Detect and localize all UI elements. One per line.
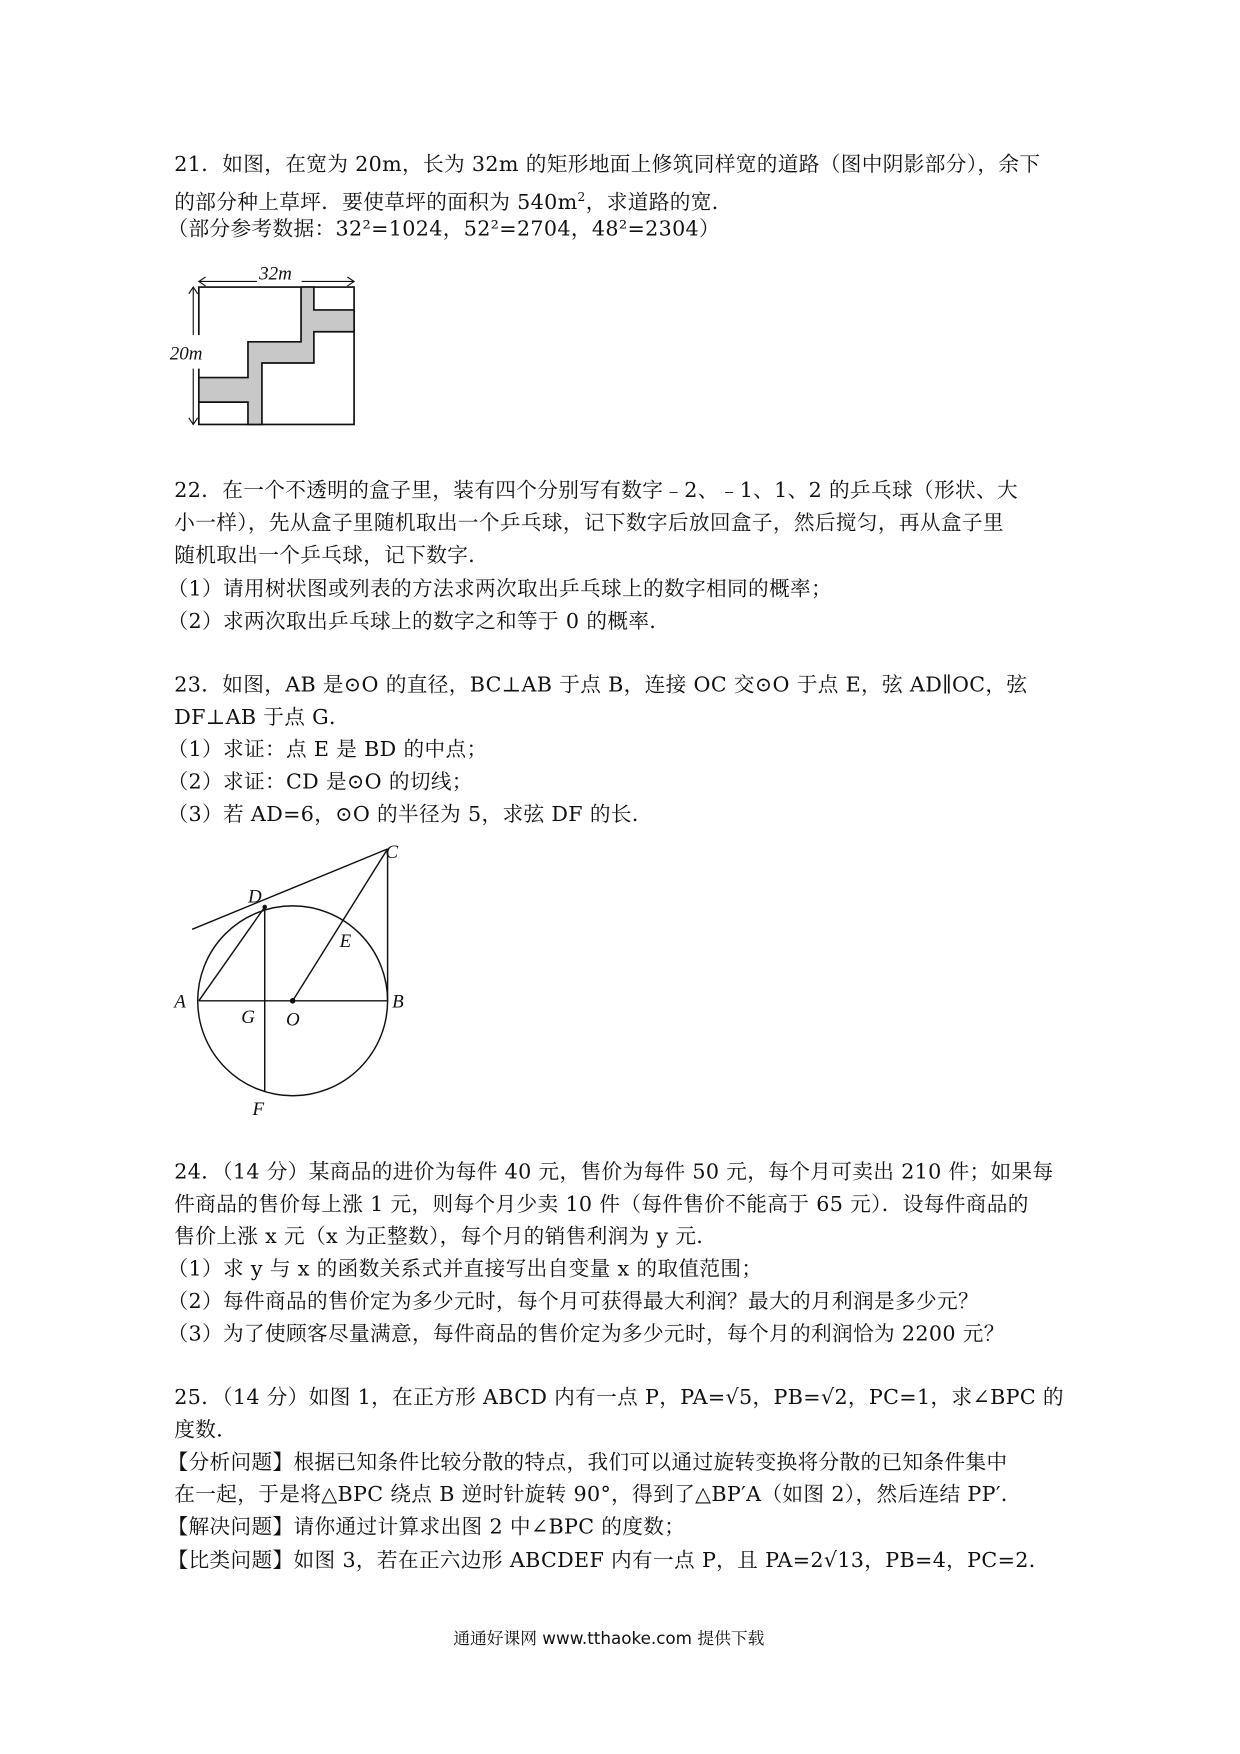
q23-line2: DF⊥AB 于点 G． <box>174 705 351 730</box>
q21-line2-tail: ，求道路的宽． <box>585 191 733 215</box>
q25-line3: 【分析问题】根据已知条件比较分散的特点，我们可以通过旋转变换将分散的已知条件集中 <box>167 1450 1008 1475</box>
label-A: A <box>174 991 186 1013</box>
q25-line5: 【解决问题】请你通过计算求出图 2 中∠BPC 的度数； <box>167 1515 686 1540</box>
label-O: O <box>285 1009 300 1031</box>
q25-line2: 度数． <box>174 1418 238 1443</box>
label-C: C <box>385 841 399 863</box>
q24-sub3: （3）为了使顾客尽量满意，每件商品的售价定为多少元时，每个月的利润恰为 2200 元？ <box>167 1322 1005 1346</box>
label-B: B <box>392 991 404 1013</box>
q24-line3: 售价上涨 x 元（x 为正整数），每个月的销售利润为 y 元． <box>174 1225 718 1249</box>
q25-line6: 【比类问题】如图 3，若在正六边形 ABCDEF 内有一点 P，且 PA=2√13，PB=4，PC=2． <box>167 1549 1050 1573</box>
q22-line1: 22．在一个不透明的盒子里，装有四个分别写有数字﹣2、﹣1、1、2 的乒乓球（形状、大 <box>174 479 1019 503</box>
q21-line3: （部分参考数据：32²=1024，52²=2704，48²=2304） <box>167 217 721 242</box>
q24-sub1: （1）求 y 与 x 的函数关系式并直接写出自变量 x 的取值范围； <box>167 1257 763 1282</box>
height-label: 20m <box>169 343 203 365</box>
q21-line1: 21．如图，在宽为 20m，长为 32m 的矩形地面上修筑同样宽的道路（图中阴影部分），余下 <box>174 153 1041 177</box>
q23-sub2: （2）求证：CD 是⊙O 的切线； <box>167 770 473 795</box>
superscript: 2 <box>577 189 586 205</box>
q24-line2: 件商品的售价每上涨 1 元，则每个月少卖 10 件（每件售价不能高于 65 元）．设每件商品的 <box>174 1192 1029 1217</box>
q22-sub2: （2）求两次取出乒乓球上的数字之和等于 0 的概率． <box>167 609 671 634</box>
label-F: F <box>252 1098 265 1120</box>
q24-line1: 24．（14 分）某商品的进价为每件 40 元，售价为每件 50 元，每个月可卖出 210 件；如果每 <box>174 1160 1054 1185</box>
label-G: G <box>241 1007 255 1029</box>
q22-line3: 随机取出一个乒乓球，记下数字． <box>174 543 490 568</box>
q23-sub1: （1）求证：点 E 是 BD 的中点； <box>167 738 488 762</box>
q23-line1: 23．如图，AB 是⊙O 的直径，BC⊥AB 于点 B，连接 OC 交⊙O 于点 E，弦 AD∥OC，弦 <box>174 673 1028 698</box>
label-D: D <box>247 886 262 908</box>
footer-source: 通通好课网 www.tthaoke.com 提供下载 <box>453 1628 765 1649</box>
q25-line4: 在一起，于是将△BPC 绕点 B 逆时针旋转 90°，得到了△BP′A（如图 2），然后连结 PP′． <box>174 1483 1022 1507</box>
q23-sub3: （3）若 AD=6，⊙O 的半径为 5，求弦 DF 的长． <box>167 803 653 827</box>
q22-sub1: （1）请用树状图或列表的方法求两次取出乒乓球上的数字相同的概率； <box>167 577 833 601</box>
q22-line2: 小一样），先从盒子里随机取出一个乒乓球，记下数字后放回盒子，然后搅匀，再从盒子里 <box>174 511 1004 536</box>
q24-sub2: （2）每件商品的售价定为多少元时，每个月可获得最大利润？最大的月利润是多少元？ <box>167 1290 980 1314</box>
width-label: 32m <box>259 263 292 285</box>
q21-line2-text: 的部分种上草坪．要使草坪的面积为 540m <box>174 191 578 215</box>
q25-line1: 25．（14 分）如图 1，在正方形 ABCD 内有一点 P，PA=√5，PB=√2，PC=1，求∠BPC 的 <box>174 1386 1064 1410</box>
circle-figure <box>0 0 458 1128</box>
label-E: E <box>339 931 352 953</box>
